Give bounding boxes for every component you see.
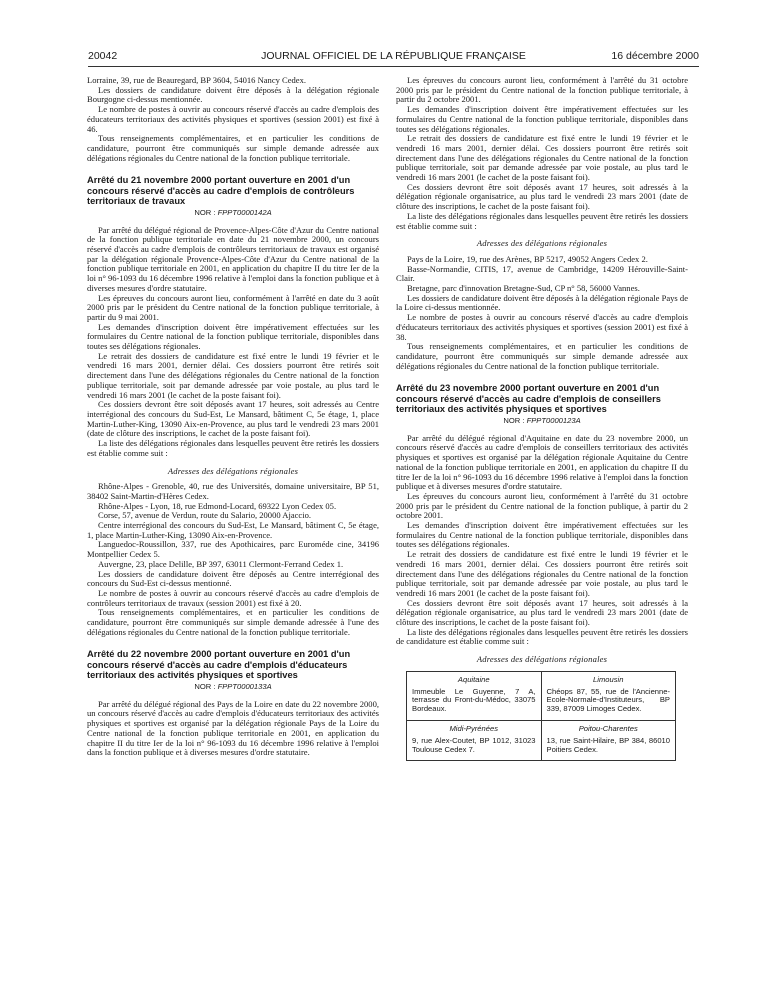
nor-label: NOR :	[194, 682, 216, 692]
paragraph: Par arrêté du délégué régional des Pays de la Loire en date du 22 novembre 2000, un concours réservé d'accès au cadre d'emplois d'éducateurs territoriaux des activités physiques et sportives est organisé par la délégation régionale Pays de la Loire du Centre national de la fonction publique territoriale en 2001, en application du chapitre II du titre Ier de la loi n° 96-1093 du 16 décembre 1996 relative à l'emploi dans la fonction publique et à diverses mesures d'ordre statutaire.	[87, 698, 379, 758]
nor-code: FPPT0000133A	[217, 682, 272, 692]
page-header	[88, 50, 699, 66]
nor-code: FPPT0000123A	[526, 416, 581, 425]
paragraph: Le nombre de postes à ouvrir au concours réservé d'accès au cadre d'emplois de contrôleurs territoriaux de travaux (session 2001) est fixé à 20.	[87, 587, 379, 608]
nor-reference	[87, 682, 379, 692]
left-column	[87, 76, 379, 758]
paragraph: Les dossiers de candidature doivent être déposés à la délégation régionale Bourgogne ci-dessus mentionnée.	[87, 84, 379, 105]
paragraph: Les épreuves du concours auront lieu, conformément à l'arrêté du 31 octobre 2000 pris par le président du Centre national de la fonction publique territoriale, à partir du 2 octobre 2001.	[396, 75, 688, 105]
paragraph: Ces dossiers devront être soit déposés avant 17 heures, soit adressés au Centre interrégional des concours du Sud-Est, Le Mansard, bâtiment C, 5e étage, 1, place Martin-Luther-King, 13090 Aix-en-Provence, au plus tard le vendredi 23 mars 2001 (date de clôture des inscriptions, le cachet de la poste faisant foi).	[87, 399, 379, 439]
table-cell	[407, 721, 542, 761]
paragraph: Le nombre de postes à ouvrir au concours réservé d'accès au cadre d'emplois des éducateurs territoriaux des activités physiques et sportives (session 2001) est fixé à 46.	[87, 104, 379, 134]
header-rule	[88, 66, 699, 67]
page-number: 20042	[88, 50, 118, 62]
addresses-heading: Adresses des délégations régionales	[476, 654, 608, 665]
paragraph: Par arrêté du délégué régional d'Aquitaine en date du 23 novembre 2000, un concours réservé d'accès au cadre d'emplois de conseillers territoriaux des activités physiques et sportives est organisé par la délégation régionale Aquitaine du Centre national de la fonction publique territoriale en 2001, en application du chapitre II du titre Ier de la loi n° 96-1093 du 16 décembre 1996 relative à l'emploi dans la fonction publique et à diverses mesures d'ordre statutaire.	[396, 432, 688, 492]
addresses-heading: Adresses des délégations régionales	[476, 238, 608, 249]
paragraph: Le retrait des dossiers de candidature est fixé entre le lundi 19 février et le vendredi 16 mars 2001, dernier délai. Ces dossiers pourront être retirés soit directement dans l'une des délégations régionales du Centre national de la fonction publique territoriale, soit par demande adressée par voie postale, au plus tard le vendredi 16 mars 2001 (le cachet de la poste faisant foi).	[396, 549, 688, 598]
paragraph: Les demandes d'inscription doivent être impérativement effectuées sur les formulaires du Centre national de la fonction publique territoriale, disponibles dans toutes ses délégations régionales.	[396, 104, 688, 134]
address-entry: Languedoc-Roussillon, 337, rue des Apothicaires, parc Euroméde cine, 34196 Montpellier Cedex 5.	[87, 539, 379, 560]
issue-date: 16 décembre 2000	[611, 50, 699, 62]
region-name: Limousin	[593, 674, 624, 684]
paragraph: Le retrait des dossiers de candidature est fixé entre le lundi 19 février et le vendredi 16 mars 2001, dernier délai. Ces dossiers pourront être retirés soit directement dans l'une des délégations régionales du Centre national de la fonction publique territoriale, soit par demande adressée par voie postale, au plus tard le vendredi 16 mars 2001 (le cachet de la poste faisant foi).	[396, 133, 688, 183]
table-cell	[407, 671, 542, 720]
table-row	[407, 721, 676, 761]
region-address: 13, rue Saint-Hilaire, BP 384, 86010 Poitiers Cedex.	[546, 735, 670, 754]
paragraph: Les dossiers de candidature doivent être déposés au Centre interrégional des concours du Sud-Est ci-dessus mentionné.	[87, 568, 379, 589]
paragraph: La liste des délégations régionales dans lesquelles peuvent être retirés les dossiers est établie comme suit :	[87, 438, 379, 458]
article-title: Arrêté du 23 novembre 2000 portant ouverture en 2001 d'un concours réservé d'accès au cadre d'emplois de conseillers territoriaux des activités physiques et sportives	[396, 383, 661, 414]
paragraph: Tous renseignements complémentaires, et en particulier les conditions de candidature, pourront être communiqués sur simple demande adressée aux délégations régionales du Centre national de la fonction publique territoriale.	[87, 133, 379, 163]
paragraph: Ces dossiers devront être soit déposés avant 17 heures, soit adressés à la délégation régionale organisatrice, au plus tard le vendredi 23 mars 2001 (date de clôture des inscriptions, le cachet de la poste faisant foi).	[396, 597, 688, 628]
table-cell	[541, 721, 676, 761]
paragraph: Ces dossiers devront être soit déposés avant 17 heures, soit adressés à la délégation régionale organisatrice, au plus tard le vendredi 23 mars 2001 (date de clôture des inscriptions, le cachet de la poste faisant foi).	[396, 181, 688, 212]
address-entry: Centre interrégional des concours du Sud-Est, Le Mansard, bâtiment C, 5e étage, 1, place Martin-Luther-King, 13090 Aix-en-Provence.	[87, 520, 379, 540]
paragraph: Les épreuves du concours auront lieu, conformément à l'arrêté en date du 3 août 2000 pris par le président du Centre national de la fonction publique territoriale, à partir du 9 mai 2001.	[87, 292, 379, 322]
paragraph: Par arrêté du délégué régional de Provence-Alpes-Côte d'Azur du Centre national de la fonction publique territoriale en date du 21 novembre 2000, un concours réservé d'accès au cadre d'emplois de contrôleurs territoriaux de travaux est organisé par la délégation régionale Provence-Alpes-Côte d'Azur du Centre national de la fonction publique territoriale en 2001, en application du chapitre II du titre Ier de la loi n° 96-1093 du 16 décembre 1996 relative à l'emploi dans la fonction publique et à diverses mesures d'ordre statutaire.	[87, 224, 379, 293]
region-address: Immeuble Le Guyenne, 7 A, terrasse du Front-du-Médoc, 33075 Bordeaux.	[412, 686, 536, 714]
region-name: Poitou-Charentes	[578, 724, 638, 734]
paragraph: Tous renseignements complémentaires, et en particulier les conditions de candidature, pourront être communiqués sur simple demande adressée aux délégations régionales du Centre national de la fonction publique territoriale.	[396, 341, 688, 371]
address-entry: Bretagne, parc d'innovation Bretagne-Sud, CP n° 58, 56000 Vannes.	[407, 283, 640, 294]
paragraph: Les demandes d'inscription doivent être impérativement effectuées sur les formulaires du Centre national de la fonction publique territoriale, disponibles dans toutes ses délégations régionales.	[396, 520, 688, 550]
paragraph: Le retrait des dossiers de candidature est fixé entre le lundi 19 février et le vendredi 16 mars 2001, dernier délai. Ces dossiers pourront être retirés soit directement dans l'une des délégations régionales du Centre national de la fonction publique territoriale, soit par demande adressée par voie postale, au plus tard le vendredi 16 mars 2001 (le cachet de la poste faisant foi).	[87, 350, 379, 400]
region-address: 9, rue Alex-Coutet, BP 1012, 31023 Toulouse Cedex 7.	[412, 735, 536, 754]
delegations-table	[406, 671, 676, 762]
paragraph: Les épreuves du concours auront lieu, conformément à l'arrêté du 31 octobre 2000 pris par le président du Centre national de la fonction publique, à partir du 2 octobre 2001.	[396, 490, 688, 521]
address-entry: Rhône-Alpes - Lyon, 18, rue Edmond-Locard, 69322 Lyon Cedex 05.	[98, 500, 337, 511]
region-address: Chéops 87, 55, rue de l'Ancienne-Ecole-Normale-d'Instituteurs, BP 339, 87009 Limoges Cedex.	[546, 686, 670, 714]
paragraph: La liste des délégations régionales dans lesquelles peuvent être retirés les dossiers est établie comme suit :	[396, 210, 688, 231]
nor-code: FPPT0000142A	[217, 207, 272, 217]
address-entry: Pays de la Loire, 19, rue des Arènes, BP 5217, 49052 Angers Cedex 2.	[407, 253, 648, 264]
article-title: Arrêté du 22 novembre 2000 portant ouverture en 2001 d'un concours réservé d'accès au cadre d'emplois d'éducateurs territoriaux des activités physiques et sportives	[87, 649, 351, 680]
addresses-heading: Adresses des délégations régionales	[167, 465, 299, 476]
region-name: Midi-Pyrénées	[449, 724, 499, 734]
nor-reference	[87, 208, 379, 218]
nor-label: NOR :	[194, 207, 216, 217]
nor-reference	[396, 416, 688, 426]
paragraph: Les dossiers de candidature doivent être déposés à la délégation régionale Pays de la Loire ci-dessus mentionnée.	[396, 292, 688, 313]
paragraph: Lorraine, 39, rue de Beauregard, BP 3604, 54016 Nancy Cedex.	[87, 75, 306, 85]
article-title: Arrêté du 21 novembre 2000 portant ouverture en 2001 d'un concours réservé d'accès au cadre d'emplois de contrôleurs territoriaux de travaux	[87, 175, 355, 206]
journal-title: JOURNAL OFFICIEL DE LA RÉPUBLIQUE FRANÇAISE	[261, 50, 526, 62]
table-cell	[541, 671, 676, 720]
table-row	[407, 671, 676, 720]
address-entry: Corse, 57, avenue de Verdun, route du Salario, 20000 Ajaccio.	[98, 510, 311, 521]
paragraph: Le nombre de postes à ouvrir au concours réservé d'accès au cadre d'emplois d'éducateurs territoriaux des activités physiques et sportives (session 2001) est fixé à 38.	[396, 312, 688, 342]
paragraph: La liste des délégations régionales dans lesquelles peuvent être retirés les dossiers de candidature est établie comme suit :	[396, 626, 688, 647]
address-entry: Auvergne, 23, place Delille, BP 397, 63011 Clermont-Ferrand Cedex 1.	[98, 558, 344, 569]
address-entry: Rhône-Alpes - Grenoble, 40, rue des Universités, domaine universitaire, BP 51, 38402 Saint-Martin-d'Hères Cedex.	[87, 481, 379, 501]
address-entry: Basse-Normandie, CITIS, 17, avenue de Cambridge, 14209 Hérouville-Saint-Clair.	[396, 263, 688, 284]
paragraph: Tous renseignements complémentaires, et en particulier les conditions de candidature, pourront être communiqués sur simple demande adressée à l'une des délégations régionales du Centre national de la fonction publique territoriale.	[87, 607, 379, 637]
region-name: Aquitaine	[457, 674, 490, 684]
right-column	[396, 76, 688, 761]
nor-label: NOR :	[503, 416, 525, 425]
paragraph: Les demandes d'inscription doivent être impérativement effectuées sur les formulaires du Centre national de la fonction publique territoriale, disponibles dans toutes ses délégations régionales.	[87, 321, 379, 352]
